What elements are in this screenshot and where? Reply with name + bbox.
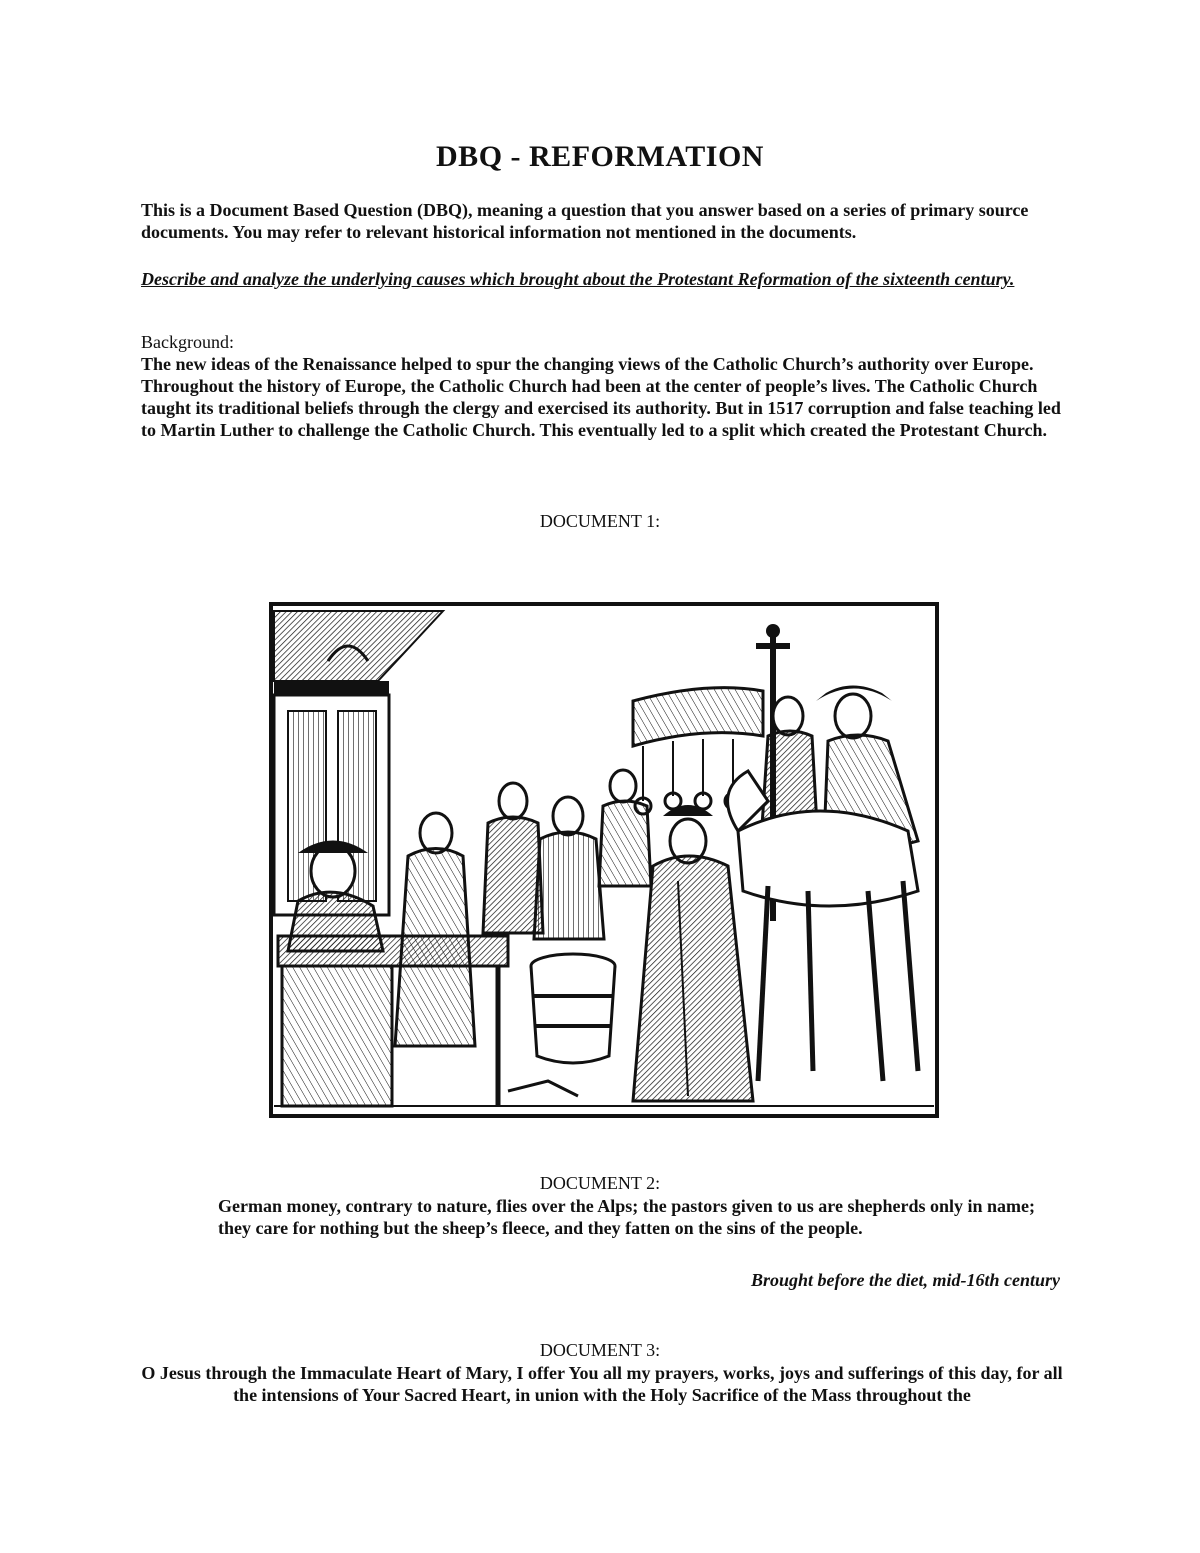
document-2-source: Brought before the diet, mid-16th century (750, 1270, 1060, 1290)
background-label: Background: (141, 332, 234, 352)
document-2-heading: DOCUMENT 2: (539, 1173, 661, 1193)
background-paragraph: The new ideas of the Renaissance helped to spur the changing views of the Catholic Church’s authority over Europe. Throughout the history of Europe, the Catholic Church had been at the center of people’s lives. The Catholic Church taught its traditional beliefs through the clergy and exercised its authority. But in 1517 corruption and false teaching led to Martin Luther to challenge the Catholic Church. This eventually led to a split which created the Protestant Church. (141, 354, 1061, 440)
document-3-heading: DOCUMENT 3: (539, 1340, 661, 1360)
document-1-heading: DOCUMENT 1: (539, 511, 661, 531)
document-2-quote: German money, contrary to nature, flies over the Alps; the pastors given to us are shepherds only in name; they care for nothing but the sheep’s fleece, and they fatten on the sins of the people. (218, 1196, 1035, 1238)
intro-paragraph: This is a Document Based Question (DBQ), meaning a question that you answer based on a series of primary source documents. You may refer to relevant historical information not mentioned in the documents. (141, 200, 1029, 242)
page-title: DBQ - REFORMATION (436, 140, 764, 173)
document-3-text: O Jesus through the Immaculate Heart of Mary, I offer You all my prayers, works, joys and sufferings of this day, for all the intensions of Your Sacred Heart, in union with the Holy Sacrifice of the Mass throughout the (141, 1363, 1063, 1405)
woodcut-illustration (268, 601, 940, 1119)
essay-question: Describe and analyze the underlying causes which brought about the Protestant Reformation of the sixteenth century. (141, 269, 1015, 289)
